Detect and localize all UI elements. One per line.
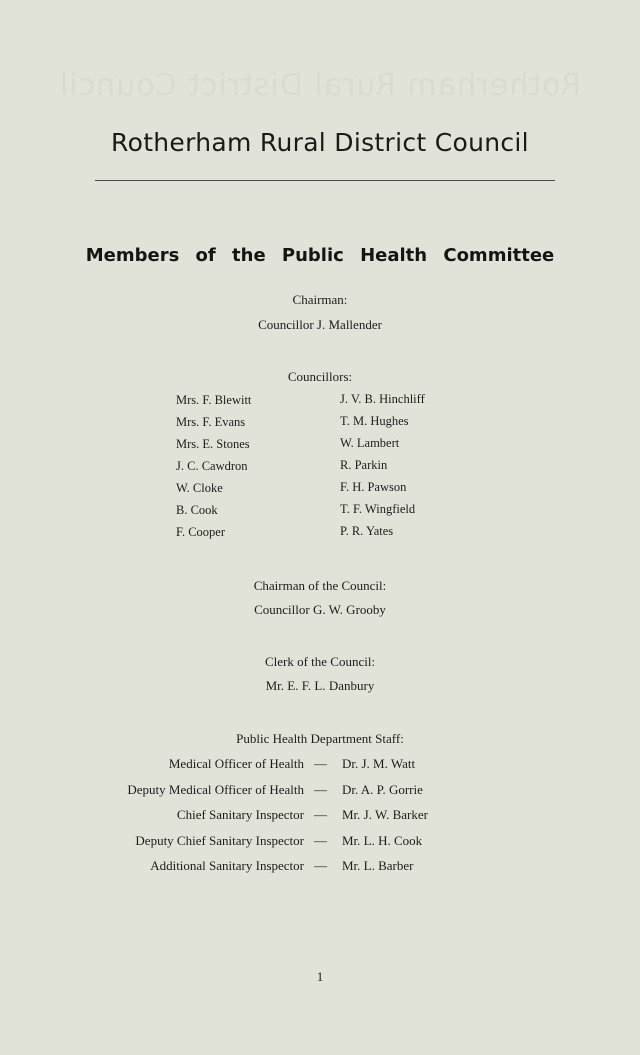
councillors-left-column: [176, 389, 251, 543]
councillor-name: T. F. Wingfield: [340, 502, 416, 516]
staff-dash: —: [314, 807, 327, 822]
councillor-name: J. C. Cawdron: [176, 459, 248, 473]
councillor-name: B. Cook: [176, 503, 218, 517]
committee-heading: Members of the Public Health Committee: [85, 245, 555, 266]
clerk-label: Clerk of the Council:: [264, 654, 376, 669]
councillors-right-column: [340, 388, 425, 542]
clerk-name: Mr. E. F. L. Danbury: [265, 678, 375, 693]
councillor-name: F. Cooper: [176, 525, 225, 539]
councillor-name: W. Lambert: [340, 436, 400, 450]
councillor-name: P. R. Yates: [340, 524, 394, 538]
councillor-name: J. V. B. Hinchliff: [340, 392, 425, 406]
title-rule: [95, 180, 555, 181]
staff-name: Mr. J. W. Barker: [342, 807, 428, 822]
staff-role: Deputy Chief Sanitary Inspector: [135, 833, 304, 848]
staff-dash: —: [314, 833, 327, 848]
councillor-name: W. Cloke: [176, 481, 223, 495]
staff-label: Public Health Department Staff:: [236, 731, 404, 746]
councillor-name: F. H. Pawson: [340, 480, 407, 494]
councillor-name: Mrs. F. Blewitt: [176, 393, 252, 407]
chairman-label: Chairman:: [292, 292, 348, 307]
councillor-name: Mrs. F. Evans: [176, 415, 246, 429]
council-chairman-name: Councillor G. W. Grooby: [254, 602, 386, 617]
councillor-name: T. M. Hughes: [340, 414, 409, 428]
staff-dash: —: [314, 858, 327, 873]
staff-name: Mr. L. Barber: [342, 858, 414, 873]
staff-role: Additional Sanitary Inspector: [150, 858, 304, 873]
councillor-name: Mrs. E. Stones: [176, 437, 250, 451]
chairman-name: Councillor J. Mallender: [258, 317, 382, 332]
council-chairman-label: Chairman of the Council:: [253, 578, 387, 593]
staff-role: Chief Sanitary Inspector: [176, 807, 304, 822]
staff-name: Dr. J. M. Watt: [342, 756, 416, 771]
councillor-name: R. Parkin: [340, 458, 388, 472]
staff-role: Medical Officer of Health: [168, 756, 304, 771]
staff-dash: —: [314, 782, 327, 797]
staff-name: Mr. L. H. Cook: [342, 833, 423, 848]
staff-dash: —: [314, 756, 327, 771]
councillors-label: Councillors:: [287, 369, 353, 384]
staff-name: Dr. A. P. Gorrie: [342, 782, 423, 797]
page-number: 1: [316, 969, 324, 984]
staff-role: Deputy Medical Officer of Health: [127, 782, 304, 797]
page-title: Rotherham Rural District Council: [111, 128, 529, 157]
show-through-text: Rotherham Rural District Council: [59, 68, 581, 103]
